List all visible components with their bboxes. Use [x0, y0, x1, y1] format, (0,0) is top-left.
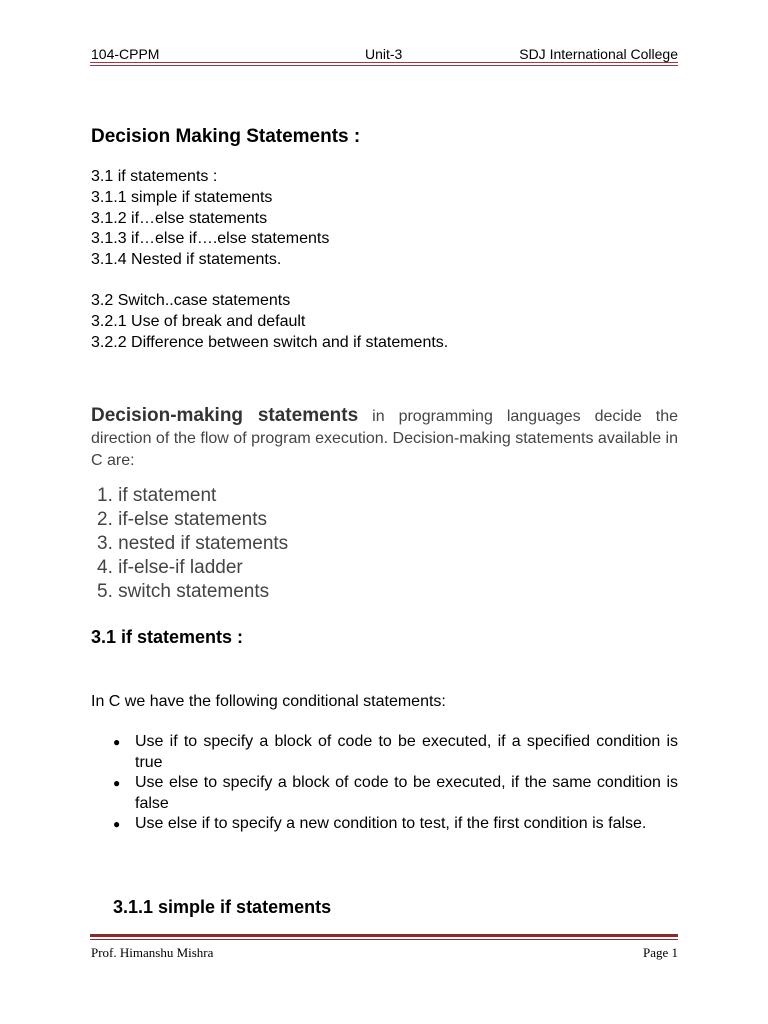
bullet-icon: ● — [113, 817, 121, 831]
list-item: 3. nested if statements — [97, 533, 289, 554]
toc-item: 3.2 Switch..case statements — [91, 292, 291, 309]
toc-item: 3.1.1 simple if statements — [91, 189, 273, 206]
toc-item: 3.1.3 if…else if….else statements — [91, 230, 330, 247]
section-heading-3-1-1: 3.1.1 simple if statements — [113, 897, 332, 917]
section-heading-3-1: 3.1 if statements : — [91, 627, 244, 647]
toc-item: 3.2.1 Use of break and default — [91, 313, 306, 330]
header-college: SDJ International College — [519, 46, 678, 62]
bullet-text: Use if to specify a block of code to be executed, if a specified condition is true — [135, 733, 678, 771]
toc-item: 3.1.4 Nested if statements. — [91, 251, 282, 268]
list-item — [113, 814, 678, 835]
list-item: 1. if statement — [97, 485, 217, 506]
header-course-code: 104-CPPM — [91, 46, 160, 62]
list-item: 4. if-else-if ladder — [97, 557, 243, 578]
footer-rule-thin — [90, 939, 678, 940]
footer-author: Prof. Himanshu Mishra — [91, 945, 214, 960]
bullet-text: Use else if to specify a new condition to test, if the first condition is false. — [135, 815, 647, 832]
bullet-text: Use else to specify a block of code to be executed, if the same condition is false — [135, 774, 678, 812]
conditional-intro: In C we have the following conditional statements: — [91, 693, 446, 710]
footer-page-number: Page 1 — [642, 945, 678, 960]
bullet-icon: ● — [113, 735, 121, 749]
page-title: Decision Making Statements : — [91, 126, 361, 147]
header-unit: Unit-3 — [365, 46, 403, 62]
bullet-icon: ● — [113, 776, 121, 790]
list-item — [113, 732, 678, 773]
decision-statements-list — [97, 484, 288, 604]
intro-lead: Decision-making statements — [91, 405, 359, 426]
intro-text: in programming languages decide the direction of the flow of program execution. Decision-making statements available in C are: — [91, 408, 678, 469]
toc-item: 3.1.2 if…else statements — [91, 210, 268, 227]
conditional-bullets — [113, 732, 678, 835]
list-item — [113, 773, 678, 814]
header-rule-top — [90, 62, 678, 63]
footer-rule-thick — [90, 934, 678, 937]
toc-item: 3.1 if statements : — [91, 168, 218, 185]
toc-item: 3.2.2 Difference between switch and if statements. — [91, 334, 449, 351]
list-item: 2. if-else statements — [97, 509, 268, 530]
list-item: 5. switch statements — [97, 581, 270, 602]
header-rule-bottom — [90, 65, 678, 66]
intro-paragraph — [91, 405, 678, 472]
